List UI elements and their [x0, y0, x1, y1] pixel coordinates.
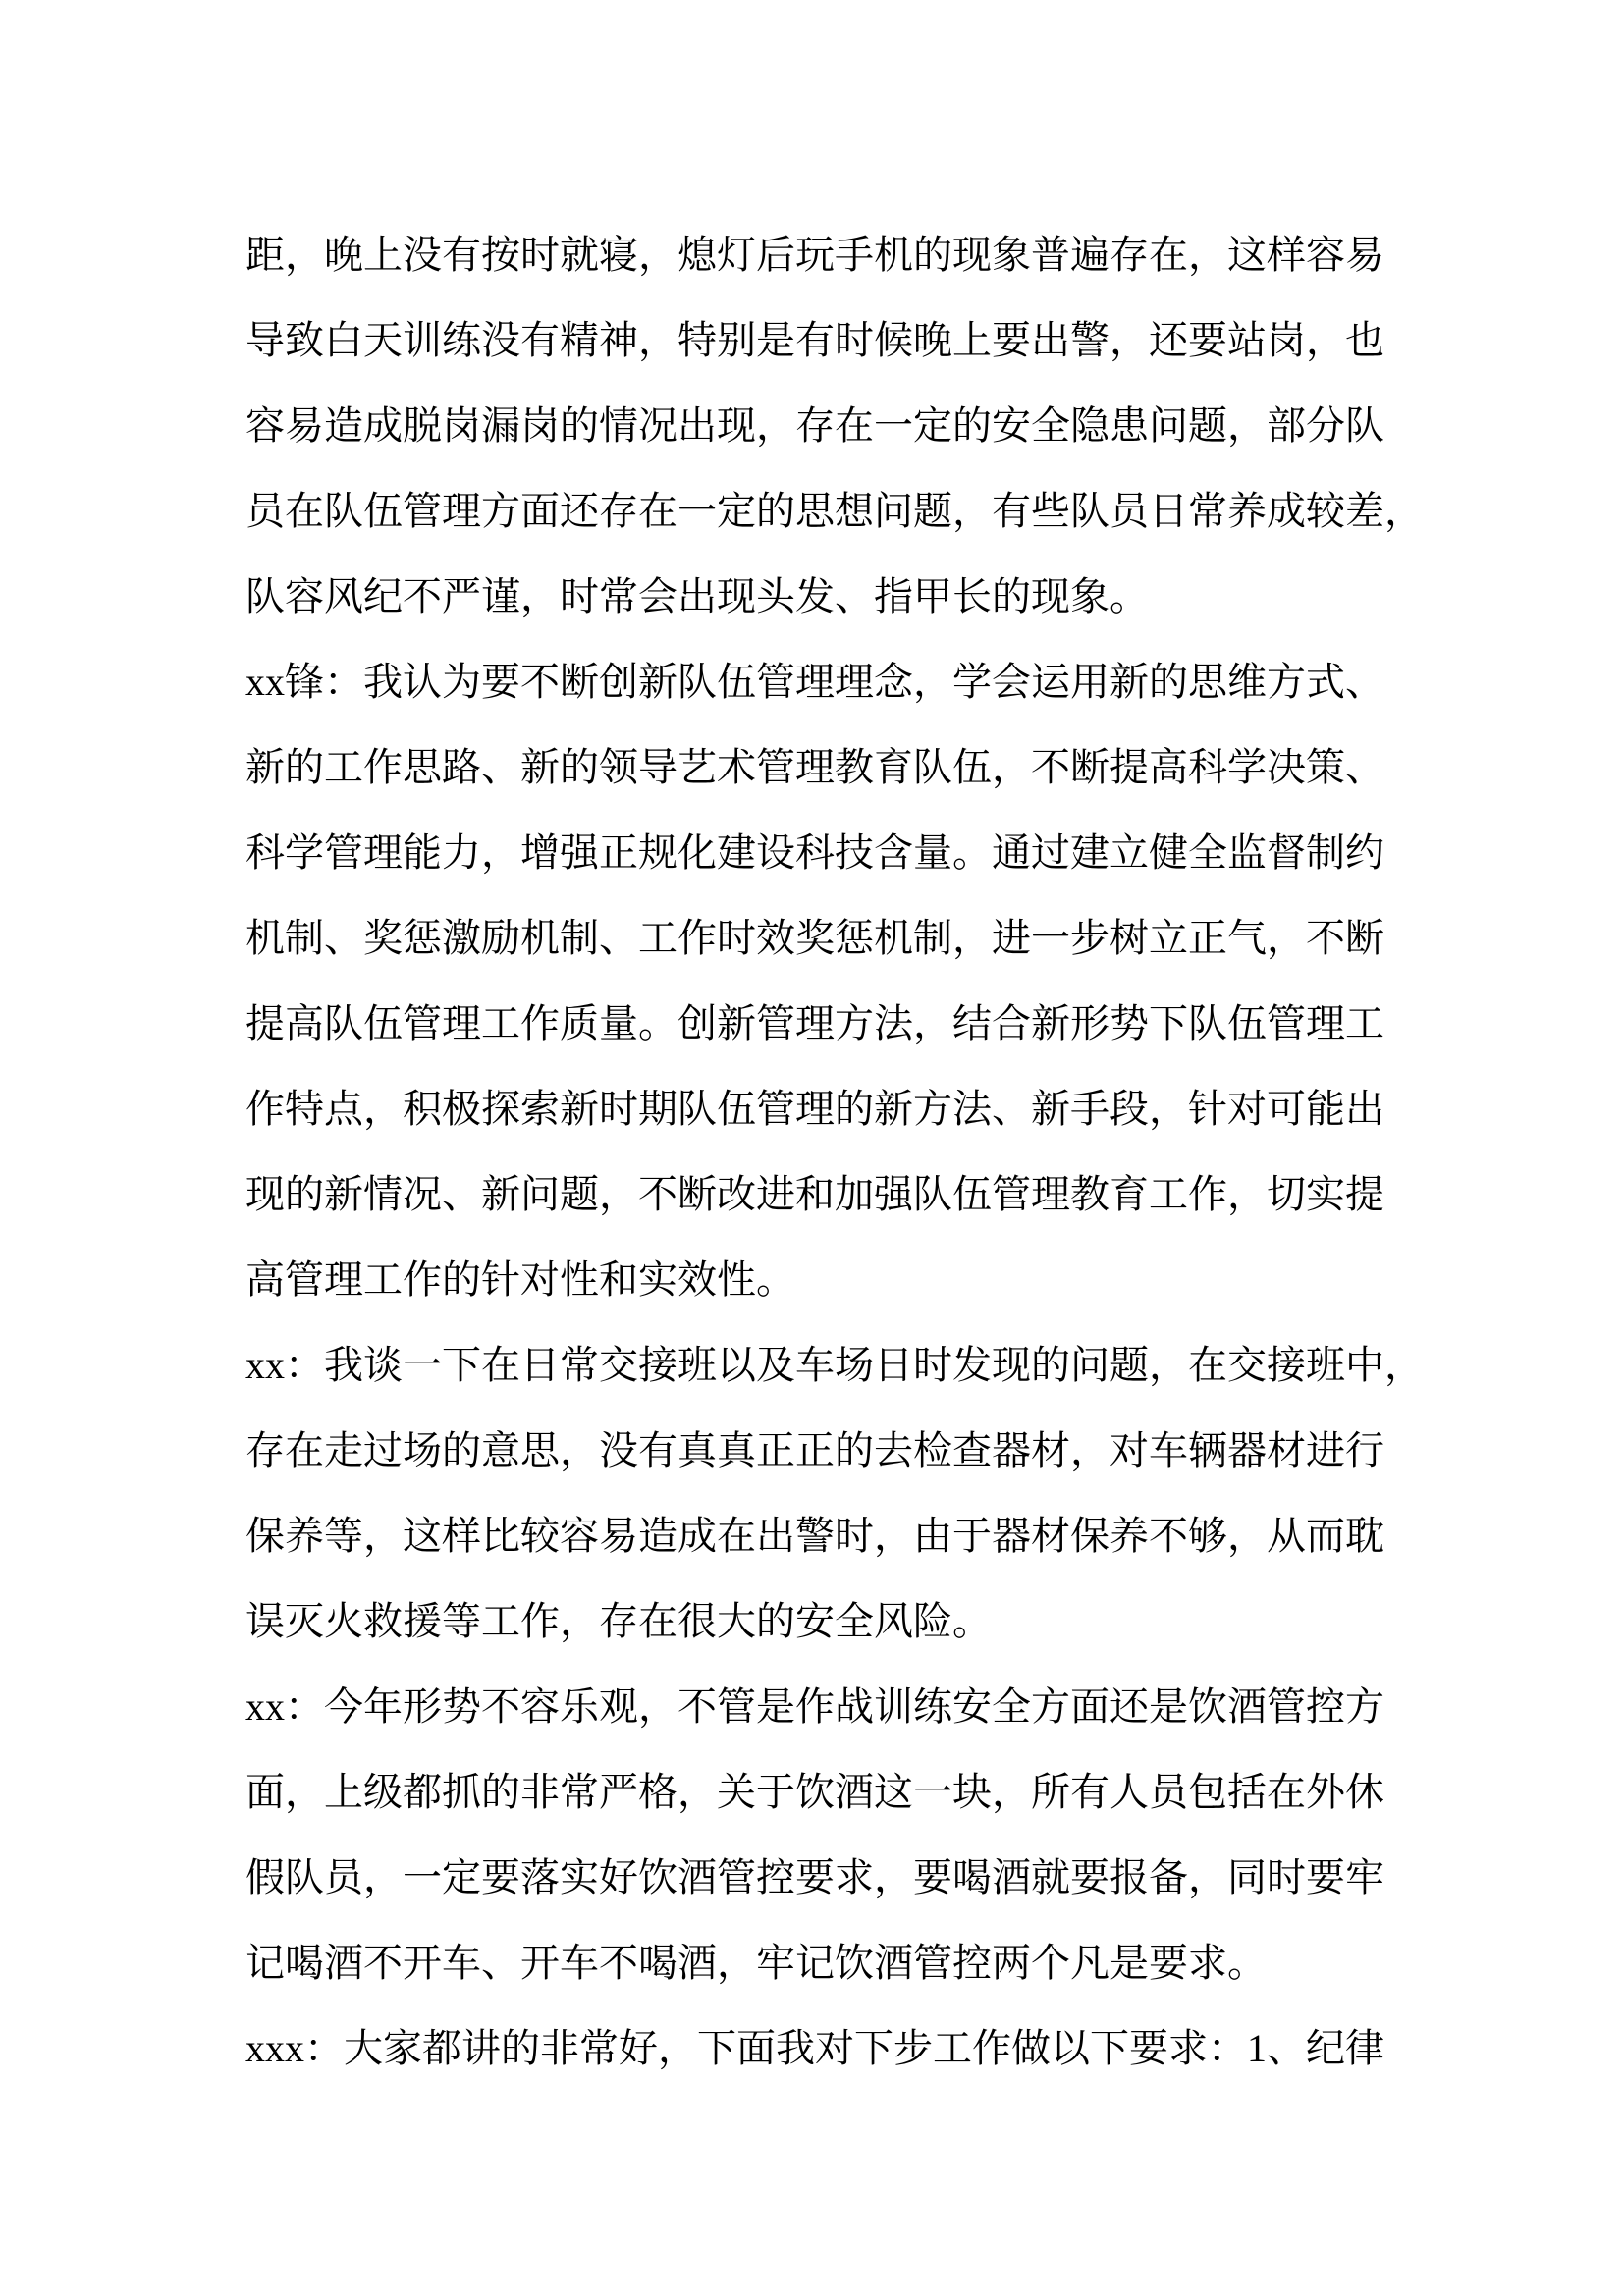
text-line: 作特点，积极探索新时期队伍管理的新方法、新手段，针对可能出	[245, 1087, 1384, 1131]
text-line: 员在队伍管理方面还存在一定的思想问题，有些队员日常养成较差，	[245, 489, 1424, 533]
text-line: 提高队伍管理工作质量。创新管理方法，结合新形势下队伍管理工	[245, 1001, 1384, 1045]
text-line: xx：我谈一下在日常交接班以及车场日时发现的问题，在交接班中，	[245, 1343, 1424, 1387]
text-line: 新的工作思路、新的领导艺术管理教育队伍，不断提高科学决策、	[245, 745, 1384, 789]
text-line: 科学管理能力，增强正规化建设科技含量。通过建立健全监督制约	[245, 830, 1384, 875]
text-line: 距，晚上没有按时就寝，熄灯后玩手机的现象普遍存在，这样容易	[245, 233, 1384, 277]
text-line: 假队员，一定要落实好饮酒管控要求，要喝酒就要报备，同时要牢	[245, 1855, 1384, 1899]
text-line: xx锋：我认为要不断创新队伍管理理念，学会运用新的思维方式、	[245, 660, 1384, 704]
text-line: 记喝酒不开车、开车不喝酒，牢记饮酒管控两个凡是要求。	[245, 1941, 1267, 1985]
text-line: xxx：大家都讲的非常好，下面我对下步工作做以下要求：1、纪律	[245, 2026, 1384, 2070]
text-line: 高管理工作的针对性和实效性。	[245, 1257, 795, 1302]
text-line: xx：今年形势不容乐观，不管是作战训练安全方面还是饮酒管控方	[245, 1684, 1384, 1729]
text-line: 存在走过场的意思，没有真真正正的去检查器材，对车辆器材进行	[245, 1428, 1384, 1472]
text-line: 面，上级都抓的非常严格，关于饮酒这一块，所有人员包括在外休	[245, 1770, 1384, 1814]
text-line: 容易造成脱岗漏岗的情况出现，存在一定的安全隐患问题，部分队	[245, 403, 1384, 448]
document-text	[245, 212, 1424, 2091]
text-line: 机制、奖惩激励机制、工作时效奖惩机制，进一步树立正气，不断	[245, 916, 1384, 960]
text-line: 误灭火救援等工作，存在很大的安全风险。	[245, 1599, 992, 1643]
text-line: 队容风纪不严谨，时常会出现头发、指甲长的现象。	[245, 574, 1149, 618]
text-line: 保养等，这样比较容易造成在出警时，由于器材保养不够，从而耽	[245, 1514, 1384, 1558]
text-line: 导致白天训练没有精神，特别是有时候晚上要出警，还要站岗，也	[245, 318, 1384, 362]
text-line: 现的新情况、新问题，不断改进和加强队伍管理教育工作，切实提	[245, 1172, 1384, 1216]
